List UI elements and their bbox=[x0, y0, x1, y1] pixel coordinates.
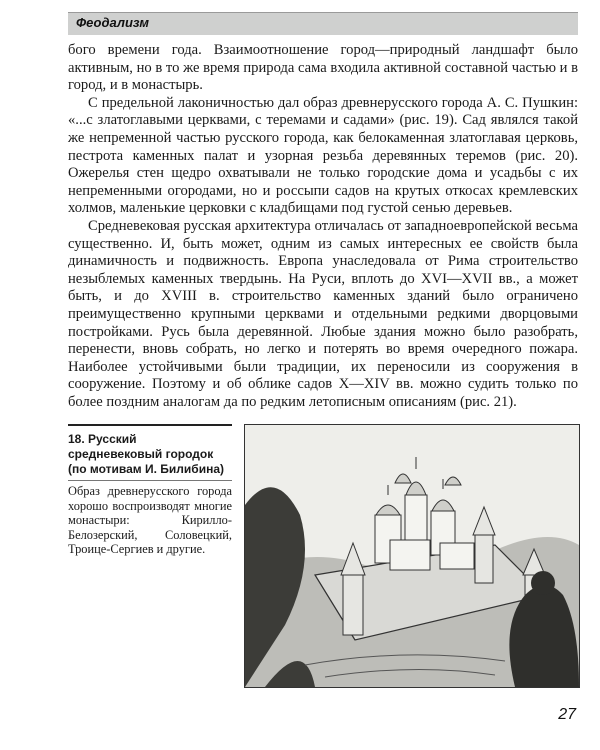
paragraph: Средневековая русская архитектура отличалась от западноевропейской весьма существенно. И, быть может, одним из самых интересных ее свойств была динамичность и подвижность. Европа унаследовала от Рима строительство незыблемых каменных твердынь. На Руси, вплоть до XVI—XVII вв., а может быть, и до XVIII в. строительство каменных зданий было ограничено преимущественно крупными церквами и отдельными редкими дворцовыми постройками. Русь была деревянной. Любые здания можно было разобрать, перенести, вновь собрать, но легко и потерять во время очередного пожара. Наиболее устойчивыми были традиции, их переносили из сооружения в сооружение. Поэтому и об облике садов X—XIV вв. можно судить только по более поздним аналогам да по редким летописным описаниям (рис. 21). bbox=[68, 217, 578, 410]
page-number: 27 bbox=[558, 706, 576, 723]
chapter-header-bar bbox=[68, 12, 578, 35]
body-text bbox=[68, 42, 578, 411]
figure-caption-title: 18. Русский средневековый городок (по мотивам И. Билибина) bbox=[68, 432, 225, 476]
figure-caption bbox=[68, 424, 232, 557]
figure-caption-description: Образ древнерусского города хорошо воспроизводят многие монастыри: Кирилло-Белозерский, Соловецкий, Троице-Сергиев и другие. bbox=[68, 480, 232, 557]
chapter-title: Феодализм bbox=[76, 15, 150, 30]
paragraph: С предельной лаконичностью дал образ древнерусского города А. С. Пушкин: «...с златоглавыми церквами, с теремами и садами» (рис. 19). Сад являлся такой же непременной частью русского города, как белокаменная златоглавая церковь, пестрота каменных палат и узорная резьба деревянных теремов (рис. 20). Ожерелья стен щедро охватывали не только городские дома и усадьбы с их непременными огородами, но и россыпи садов на крутых откосах кремлевских холмов, маленькие церковки с кладбищами под густой сенью деревьев. bbox=[68, 94, 578, 217]
town-illustration bbox=[244, 424, 580, 688]
paragraph: бого времени года. Взаимоотношение город—природный ландшафт было активным, но в то же время природа сама входила активной составной частью и в город, и в монастырь. bbox=[68, 42, 578, 94]
